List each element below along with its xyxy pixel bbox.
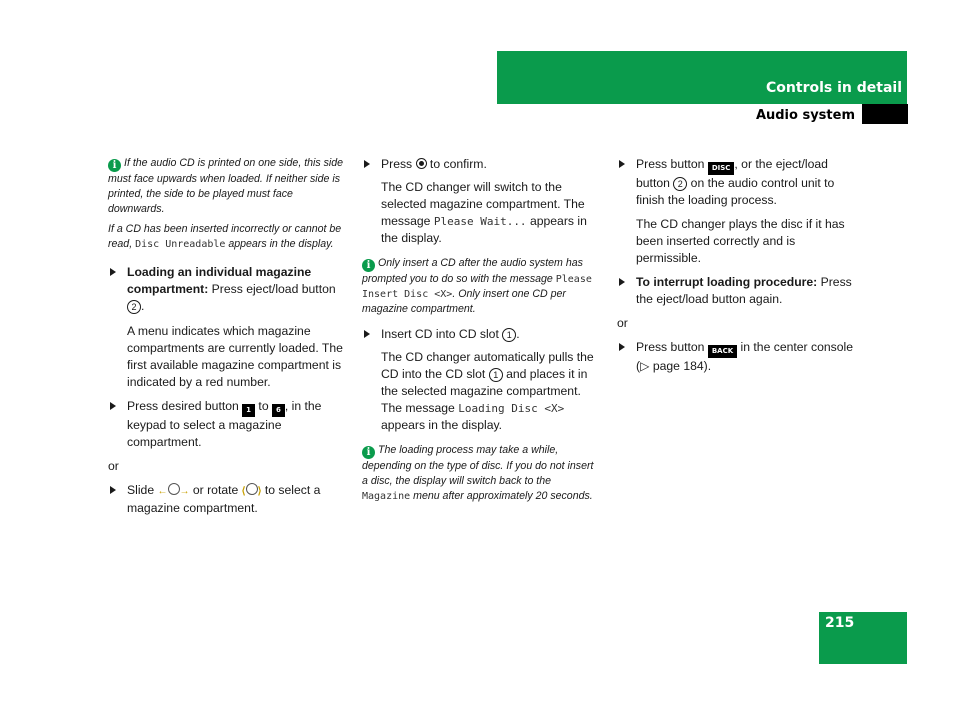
page-reference[interactable]: ▷ page 184 [640, 359, 704, 373]
column-3 [617, 156, 857, 375]
column-2 [362, 156, 602, 509]
step-slide-rotate: Slide ← → or rotate ⟨ ⟩ to select a magazine compartment. [108, 482, 348, 517]
press-controller-icon [416, 158, 427, 169]
controller-icon [168, 483, 180, 495]
step-interrupt: To interrupt loading procedure: Press the eject/load button again. [617, 274, 857, 308]
slide-left-right-icon: ← [157, 486, 168, 497]
key-6-icon: 6 [272, 404, 285, 417]
paragraph: The CD changer plays the disc if it has been inserted correctly and is permissible. [636, 217, 845, 265]
disc-button-icon: DISC [708, 162, 735, 175]
item-number-1: 1 [502, 328, 516, 342]
key-1-icon: 1 [242, 404, 255, 417]
or-text: or [108, 459, 119, 473]
step-load-compartment: Loading an individual magazine compartment: Press eject/load button 2 . [108, 264, 348, 315]
info-icon: i [362, 259, 375, 272]
info-icon: i [362, 446, 375, 459]
item-number-2: 2 [127, 300, 141, 314]
paragraph: The CD changer automatically pulls the CD into the CD slot 1 and places it in the selected magazine compartment. The message Loading Disc <X> appears in the display. [381, 350, 594, 432]
page-number: 215 [825, 615, 855, 631]
header-bar [497, 51, 907, 104]
info-note: i The loading process may take a while, depending on the type of disc. If you do not insert a disc, the display will switch back to the Magazine menu after approximately 20 seconds. [362, 444, 594, 502]
step-press-confirm: Press to confirm. [362, 156, 602, 173]
info-note-2: If a CD has been inserted incorrectly or cannot be read, Disc Unreadable appears in the display. [108, 223, 342, 250]
step-press-button: Press desired button 1 to 6 , in the keypad to select a magazine compartment. [108, 398, 348, 451]
paragraph: The CD changer will switch to the selected magazine compartment. The message Please Wait... appears in the display. [381, 180, 587, 245]
info-note: i If the audio CD is printed on one side, this side must face upwards when loaded. If neither side is printed, the side to be played must face downwards. [108, 157, 344, 215]
subsection-title: Audio system [755, 108, 855, 123]
controller-knob-icon [246, 483, 258, 495]
back-button-icon: BACK [708, 345, 737, 358]
step-press-back: Press button BACK in the center console (▷ page 184). [617, 339, 857, 375]
rotate-icon: ⟨ [241, 486, 246, 497]
section-title: Controls in detail [766, 80, 902, 96]
info-note: i Only insert a CD after the audio system has prompted you to do so with the message Please Insert Disc <X>. Only insert one CD per magazine compartment. [362, 257, 592, 315]
header-tab-marker [862, 104, 908, 124]
or-text: or [617, 316, 628, 330]
item-number-2: 2 [673, 177, 687, 191]
info-icon: i [108, 159, 121, 172]
step-press-disc: Press button DISC , or the eject/load button 2 on the audio control unit to finish the loading process. [617, 156, 857, 209]
step-insert-cd: Insert CD into CD slot 1 . [362, 326, 602, 343]
paragraph: A menu indicates which magazine compartments are currently loaded. The first available magazine compartment is indicated by a red number. [127, 324, 343, 389]
item-number-1: 1 [489, 368, 503, 382]
column-1 [108, 156, 348, 517]
